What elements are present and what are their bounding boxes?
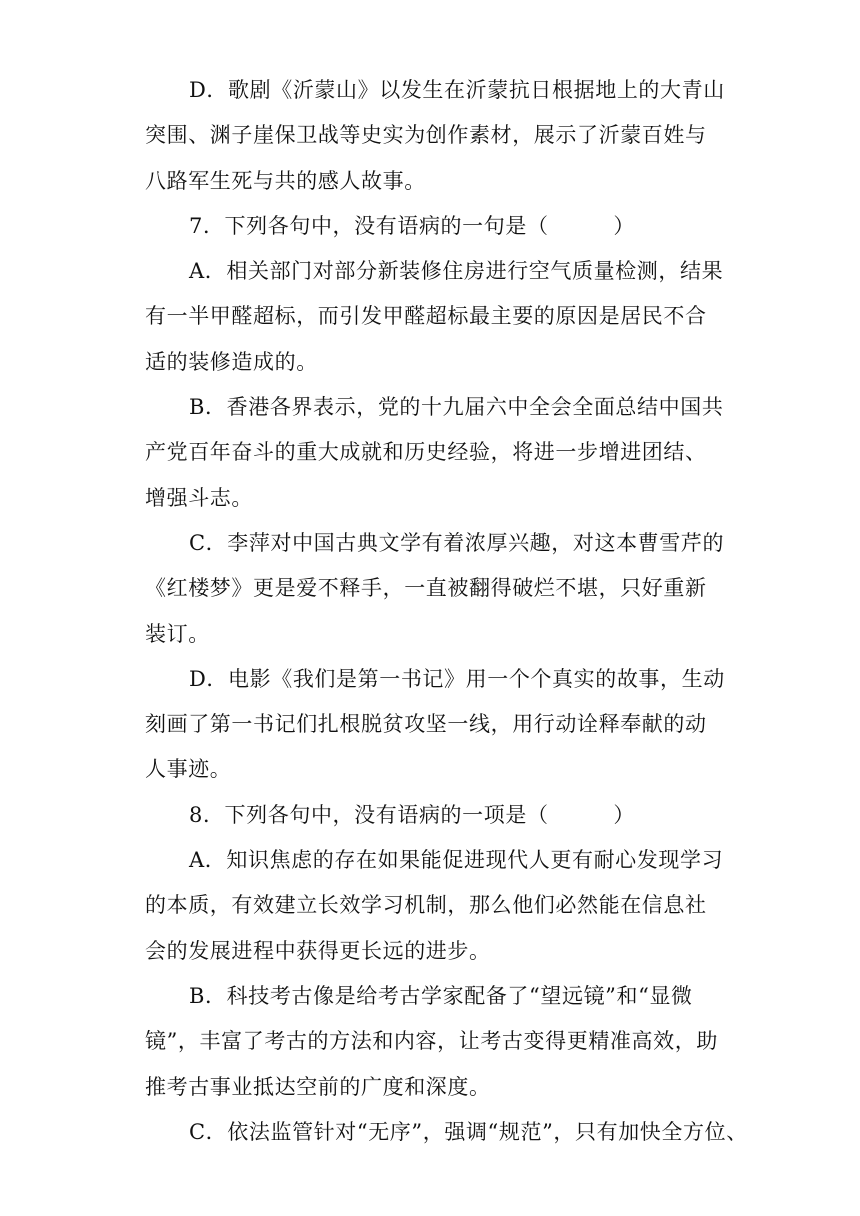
q7-stem [145,204,720,249]
q7-option-a [145,249,724,385]
text-line: 适的装修造成的。 [145,349,318,374]
text-line: 产党百年奋斗的重大成就和历史经验，将进一步增进团结、 [145,440,707,465]
text-line: 增强斗志。 [145,485,253,510]
q8-option-a [145,838,724,974]
text-line: C．依法监管针对“无序”，强调“规范”，只有加快全方位、 [189,1119,748,1144]
text-line: 刻画了第一书记们扎根脱贫攻坚一线，用行动诠释奉献的动 [145,712,707,737]
q6-option-d [145,68,725,204]
text-line: 会的发展进程中获得更长远的进步。 [145,938,491,963]
text-line: B．科技考古像是给考古学家配备了“望远镜”和“显微 [189,983,693,1008]
text-line: 八路军生死与共的感人故事。 [145,168,426,193]
text-line: 有一半甲醛超标，而引发甲醛超标最主要的原因是居民不合 [145,304,707,329]
text-line: 推考古事业抵达空前的广度和深度。 [145,1074,491,1099]
text-line: D．歌剧《沂蒙山》以发生在沂蒙抗日根据地上的大青山 [189,78,725,102]
question-stem-line: 7．下列各句中，没有语病的一句是（ ） [189,213,635,238]
text-line: A．相关部门对部分新装修住房进行空气质量检测，结果 [189,259,724,284]
q8-stem [145,793,720,838]
q8-option-c [145,1110,748,1155]
q7-option-b [145,385,724,521]
q8-option-b [145,974,720,1110]
text-line: C．李萍对中国古典文学有着浓厚兴趣，对这本曹雪芹的 [189,530,725,555]
question-stem-line: 8．下列各句中，没有语病的一项是（ ） [189,802,635,827]
text-line: D．电影《我们是第一书记》用一个个真实的故事，生动 [189,666,725,691]
text-line: 的本质，有效建立长效学习机制，那么他们必然能在信息社 [145,893,707,918]
text-line: 镜”，丰富了考古的方法和内容，让考古变得更精准高效，助 [145,1029,718,1054]
text-line: A．知识焦虑的存在如果能促进现代人更有耐心发现学习 [189,848,724,873]
text-line: 装订。 [145,621,210,646]
document-page [145,68,748,1155]
text-line: B．香港各界表示，党的十九届六中全会全面总结中国共 [189,395,724,420]
text-line: 《红楼梦》更是爱不释手，一直被翻得破烂不堪，只好重新 [145,576,707,601]
text-line: 突围、渊子崖保卫战等史实为创作素材，展示了沂蒙百姓与 [145,123,707,148]
q7-option-c [145,521,725,657]
text-line: 人事迹。 [145,757,232,782]
q7-option-d [145,657,725,793]
